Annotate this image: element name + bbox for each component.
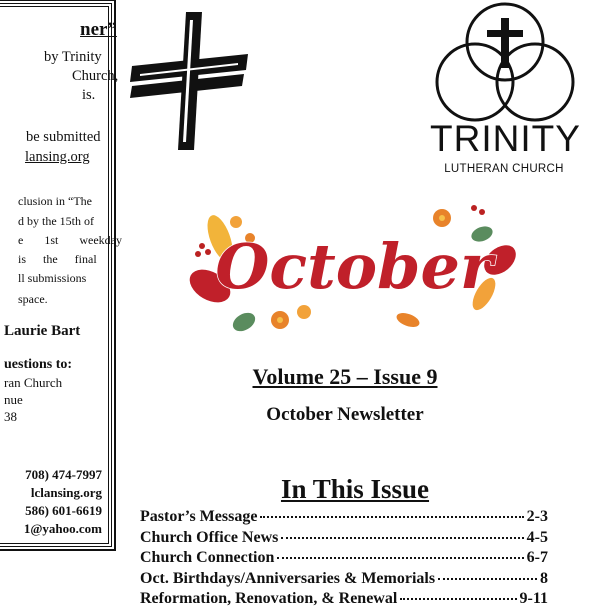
toc-item[interactable] bbox=[140, 508, 548, 529]
logo-wordmark: TRINITY bbox=[430, 118, 581, 159]
newsletter-info-panel bbox=[0, 3, 122, 547]
toc-item[interactable] bbox=[140, 570, 548, 591]
october-banner-image bbox=[184, 188, 524, 348]
panel-address-1: ran Church bbox=[4, 375, 63, 390]
panel-deadline-4: is the final bbox=[18, 252, 97, 266]
toc-item-label: Church Connection bbox=[140, 549, 275, 566]
panel-website[interactable]: lclansing.org bbox=[30, 485, 102, 500]
panel-deadline-1: clusion in “The bbox=[18, 194, 92, 208]
toc-leader-dots bbox=[281, 537, 523, 539]
toc-item[interactable] bbox=[140, 549, 548, 570]
panel-questions-heading: uestions to: bbox=[4, 357, 73, 372]
table-of-contents bbox=[140, 508, 548, 611]
newsletter-title: October Newsletter bbox=[266, 404, 424, 425]
toc-item[interactable] bbox=[140, 590, 548, 611]
panel-address-3: 38 bbox=[4, 409, 17, 424]
panel-address-2: nue bbox=[4, 392, 23, 407]
volume-issue-line: Volume 25 – Issue 9 bbox=[252, 364, 438, 389]
toc-item[interactable] bbox=[140, 529, 548, 550]
panel-intro-2: Church, bbox=[72, 68, 119, 84]
toc-leader-dots bbox=[260, 516, 523, 518]
toc-item-page: 9-11 bbox=[519, 590, 548, 607]
logo-subtitle: LUTHERAN CHURCH bbox=[444, 163, 564, 175]
toc-leader-dots bbox=[277, 557, 523, 559]
panel-editor: Laurie Bart bbox=[4, 323, 81, 339]
panel-deadline-3: e 1st weekday bbox=[18, 233, 122, 247]
panel-intro-1: by Trinity bbox=[44, 49, 102, 65]
toc-item-page: 6-7 bbox=[526, 549, 548, 566]
panel-phone-2: 586) 601-6619 bbox=[25, 503, 102, 518]
toc-heading: In This Issue bbox=[280, 474, 430, 504]
toc-item-page: 4-5 bbox=[526, 528, 548, 546]
toc-item-label: Reformation, Renovation, & Renewal bbox=[140, 590, 398, 607]
panel-title: ner” bbox=[80, 19, 117, 40]
panel-deadline-6: space. bbox=[18, 292, 48, 306]
panel-deadline-5: ll submissions bbox=[18, 271, 87, 285]
toc-item-label: Church Office News bbox=[140, 528, 279, 546]
panel-deadline-2: d by the 15th of bbox=[18, 214, 94, 228]
panel-intro-3: is. bbox=[82, 87, 96, 103]
toc-leader-dots bbox=[400, 598, 516, 600]
banner-october-text: October bbox=[215, 230, 493, 303]
panel-submit-1: be submitted bbox=[26, 129, 101, 145]
panel-email[interactable]: 1@yahoo.com bbox=[23, 521, 102, 536]
cross-icon bbox=[126, 10, 250, 152]
toc-leader-dots bbox=[438, 578, 537, 580]
toc-item-page: 2-3 bbox=[526, 508, 548, 525]
toc-item-page: 8 bbox=[540, 569, 548, 587]
panel-submit-email[interactable]: lansing.org bbox=[25, 149, 90, 165]
panel-phone-1: 708) 474-7997 bbox=[25, 467, 102, 482]
toc-item-label: Pastor’s Message bbox=[140, 508, 258, 525]
toc-item-label: Oct. Birthdays/Anniversaries & Memorials bbox=[140, 569, 436, 587]
